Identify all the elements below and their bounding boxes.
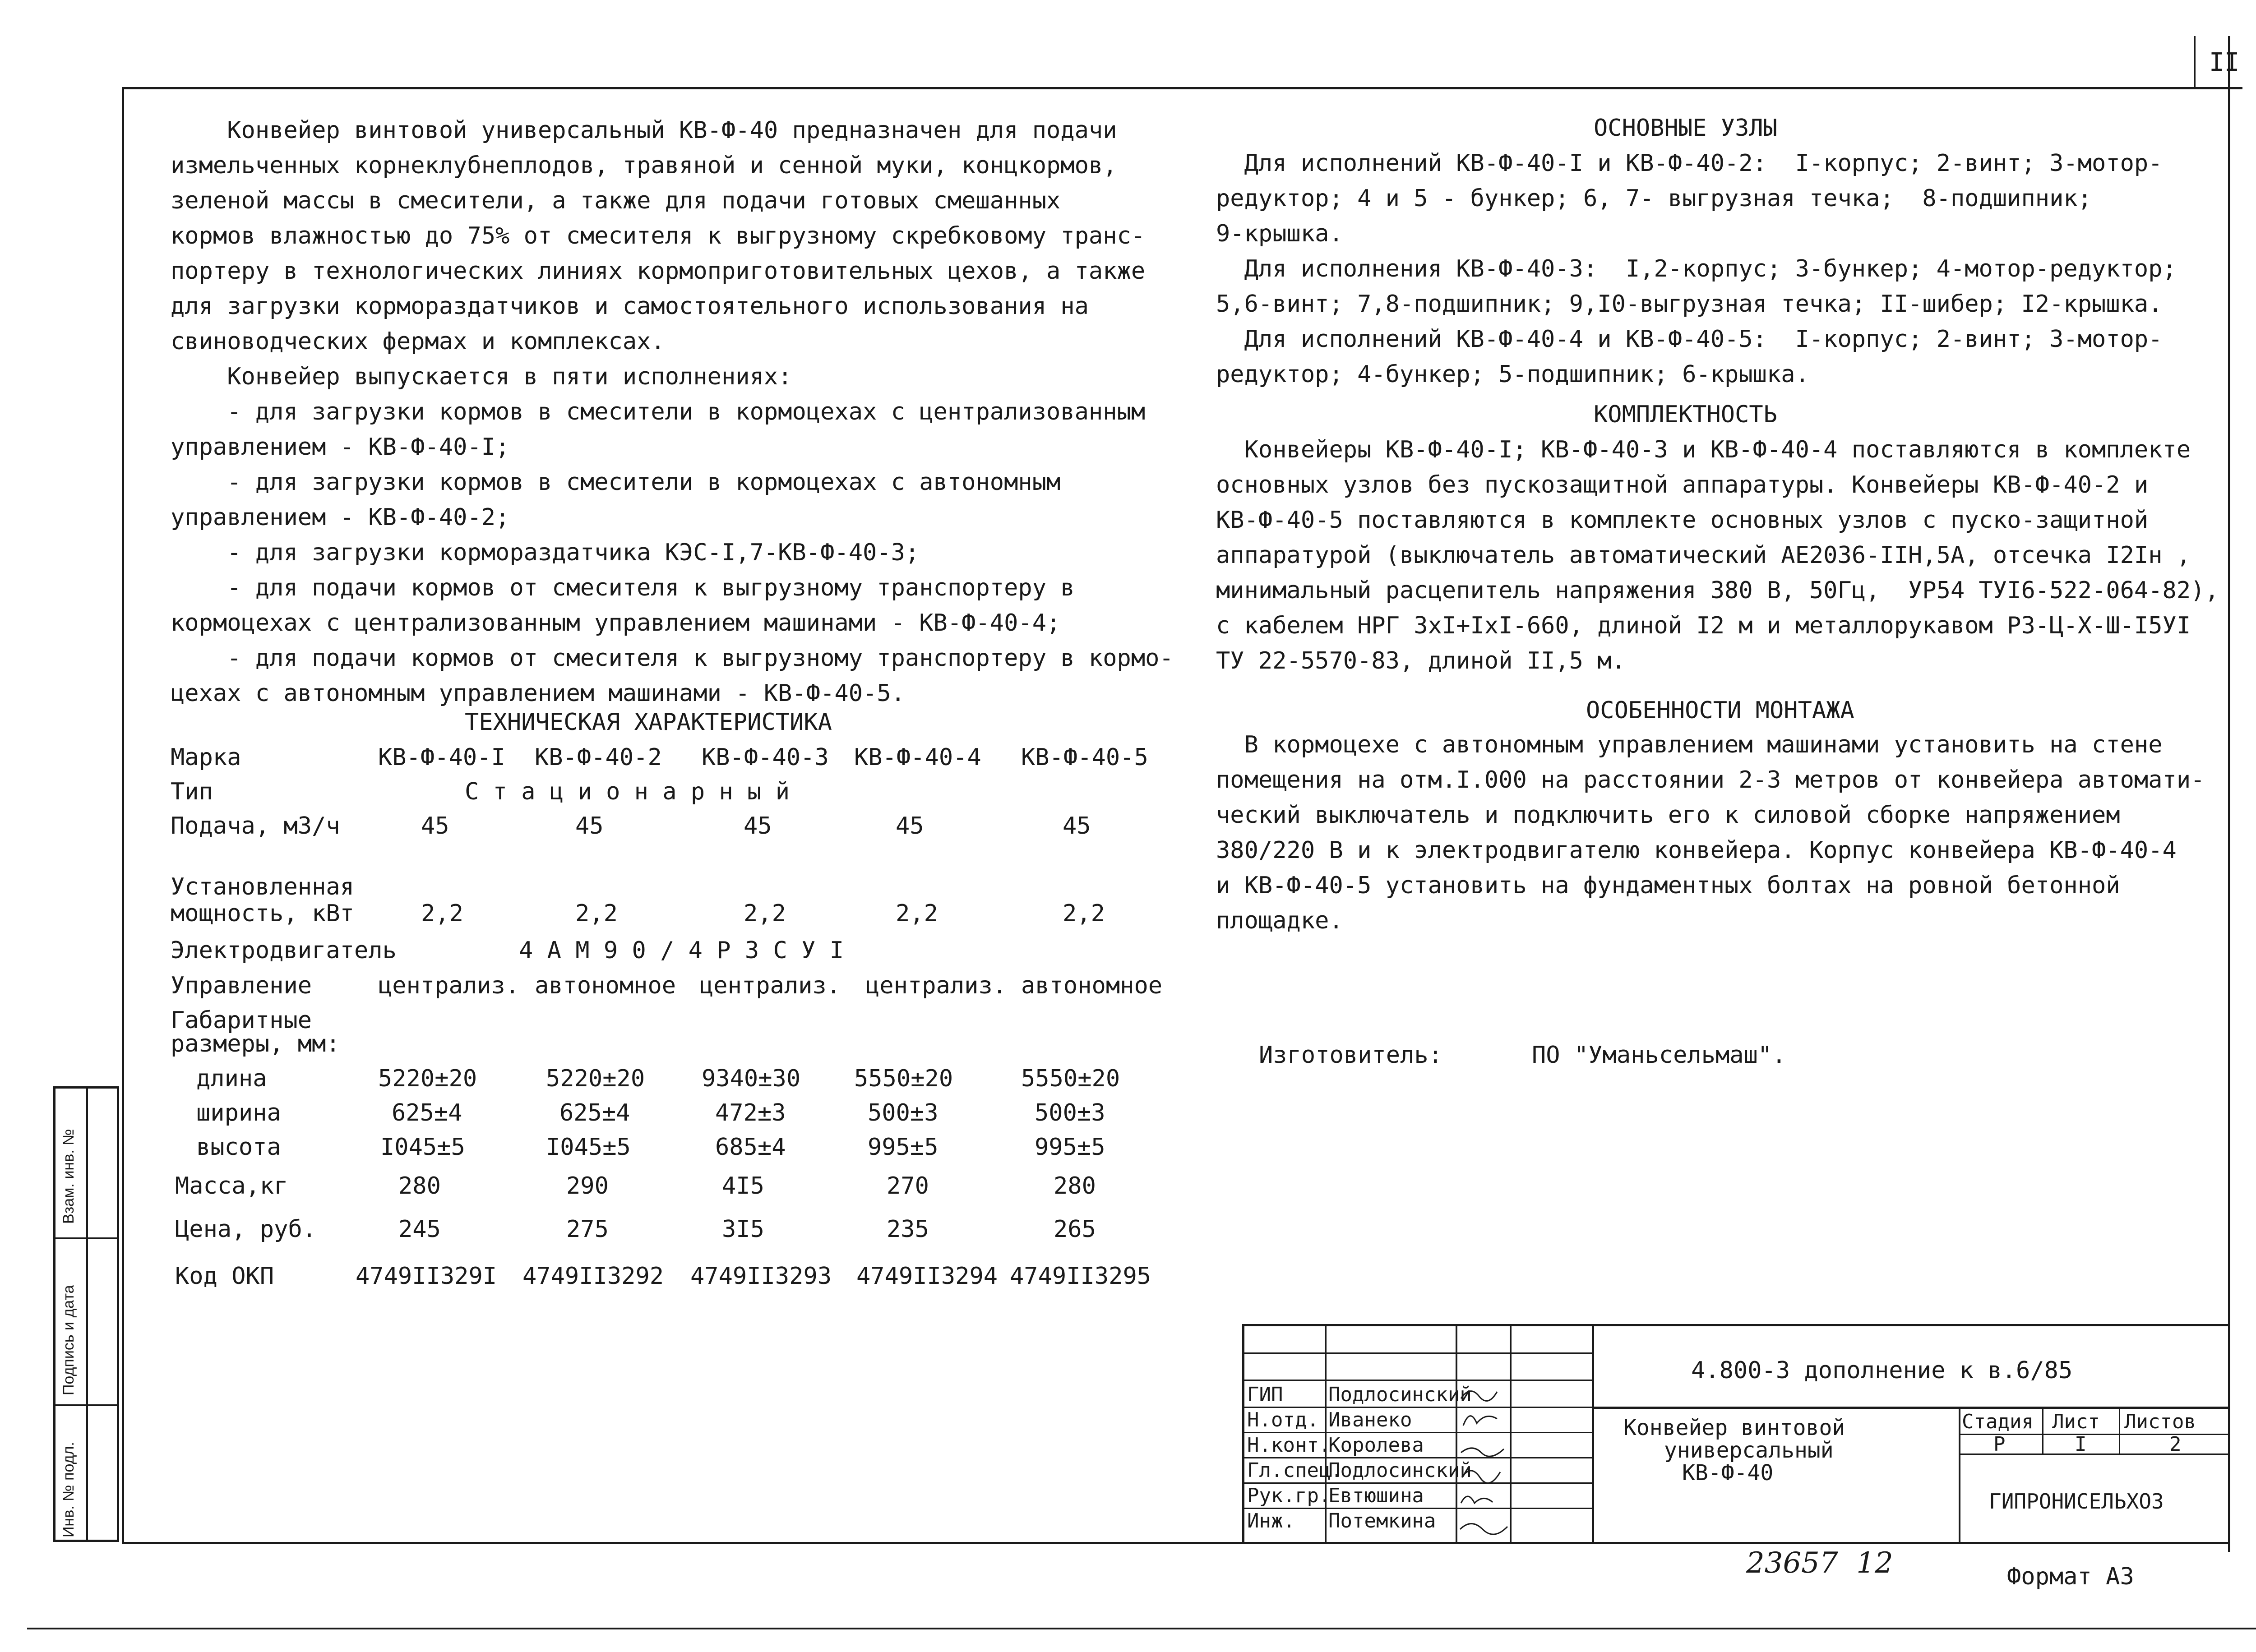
text-line: площадке. [1216, 907, 1343, 934]
mass-4: 270 [887, 1172, 929, 1200]
stage-value: Р [1993, 1433, 2006, 1456]
label-power-2: мощность, кВт [171, 900, 354, 927]
product-name-line: Конвейер винтовой [1623, 1415, 1845, 1440]
tb-vline-4 [1592, 1326, 1594, 1542]
text-line: 9-крышка. [1216, 220, 1343, 247]
height-3: 685±4 [715, 1134, 786, 1161]
label-marka: Марка [171, 744, 241, 771]
tb-vline-3 [1510, 1326, 1512, 1542]
label-motor: Электродвигатель [171, 937, 397, 964]
role-name: Королева [1328, 1434, 1424, 1457]
okp-5: 4749II3295 [1010, 1263, 1151, 1290]
label-height: высота [196, 1134, 281, 1161]
maker-label: Изготовитель: [1259, 1042, 1442, 1069]
nodes-section [1216, 146, 2177, 392]
tb-hline-main [1592, 1407, 2228, 1409]
mass-2: 290 [566, 1172, 609, 1200]
org-name: ГИПРОНИСЕЛЬХОЗ [1989, 1489, 2164, 1514]
height-5: 995±5 [1035, 1134, 1105, 1161]
text-line: портеру в технологических линиях кормоприготовительных цехов, а также [171, 258, 1146, 285]
signatures [1456, 1380, 1510, 1541]
text-line: редуктор; 4 и 5 - бункер; 6, 7- выгрузная течка; 8-подшипник; [1216, 185, 2092, 212]
tb-hline [1244, 1457, 1592, 1458]
width-3: 472±3 [715, 1099, 786, 1126]
signature-mark [1463, 1416, 1497, 1426]
height-2: I045±5 [546, 1134, 631, 1161]
text-line: зеленой массы в смесители, а также для подачи готовых смешанных [171, 187, 1061, 214]
text-line: Конвейер выпускается в пяти исполнениях: [171, 363, 792, 390]
sheets-label: Листов [2124, 1410, 2196, 1433]
signature-mark [1461, 1391, 1497, 1401]
format-label: Формат А3 [2007, 1563, 2134, 1590]
label-control: Управление [171, 972, 312, 999]
model-1: КВ-Ф-40-I [378, 744, 505, 771]
model-2: КВ-Ф-40-2 [535, 744, 662, 771]
height-4: 995±5 [868, 1134, 938, 1161]
length-1: 5220±20 [378, 1065, 477, 1092]
side-stamp [53, 1086, 119, 1542]
nodes-title: ОСНОВНЫЕ УЗЛЫ [1594, 115, 1777, 142]
page-top-rule [122, 87, 2242, 89]
text-line: 380/220 В и к электродвигателю конвейера. Корпус конвейера КВ-Ф-40-4 [1216, 837, 2177, 864]
width-4: 500±3 [868, 1099, 938, 1126]
tech-title: ТЕХНИЧЕСКАЯ ХАРАКТЕРИСТИКА [465, 709, 832, 736]
text-line: - для загрузки кормов в смесители в кормоцехах с автономным [171, 469, 1061, 496]
signature-mark [1460, 1524, 1507, 1535]
text-line: минимальный расцепитель напряжения 380 В, 50Гц, УР54 ТУI6-522-064-82), [1216, 577, 2219, 604]
mount-section [1216, 727, 2205, 938]
doc-code: 4.800-3 дополнение к в.6/85 [1691, 1357, 2073, 1384]
sheet-number-box-left [2194, 36, 2196, 87]
role-label: Гл.спец. [1247, 1459, 1343, 1482]
product-name-line: КВ-Ф-40 [1682, 1460, 1774, 1486]
text-line: - для подачи кормов от смесителя к выгрузному транспортеру в [171, 574, 1075, 601]
sheet-bottom-rule [27, 1628, 2256, 1629]
stage-label: Стадия [1962, 1410, 2034, 1433]
power-3: 2,2 [744, 900, 786, 927]
tb-hline [1244, 1432, 1592, 1433]
price-4: 235 [887, 1216, 929, 1243]
side-stamp-label-3: Инв. № подл. [60, 1442, 77, 1537]
text-line: аппаратурой (выключатель автоматический АЕ2036-IIН,5А, отсечка I2Iн , [1216, 542, 2191, 569]
side-stamp-row-1 [55, 1237, 119, 1239]
side-stamp-row-2 [55, 1404, 119, 1406]
maker-value: ПО "Уманьсельмаш". [1532, 1042, 1786, 1069]
text-line: ческий выключатель и подключить его к силовой сборке напряжением [1216, 802, 2120, 829]
text-line: Конвейер винтовой универсальный КВ-Ф-40 предназначен для подачи [171, 117, 1117, 144]
price-2: 275 [566, 1216, 609, 1243]
sheet-number: II [2209, 48, 2240, 77]
role-label: Инж. [1247, 1509, 1295, 1532]
role-name: Подлосинский [1328, 1459, 1472, 1482]
kit-title: КОМПЛЕКТНОСТЬ [1594, 401, 1777, 428]
signature-mark [1462, 1471, 1500, 1483]
text-line: В кормоцехе с автономным управлением машинами установить на стене [1216, 731, 2163, 758]
text-line: - для загрузки кормов в смесители в кормоцехах с централизованным [171, 398, 1146, 425]
text-line: кормоцехах с централизованным управлением машинами - КВ-Ф-40-4; [171, 609, 1061, 637]
role-label: Рук.гр. [1247, 1484, 1331, 1507]
sheet-value: I [2075, 1433, 2087, 1456]
label-podacha: Подача, м3/ч [171, 812, 340, 840]
role-name: Иванеко [1328, 1408, 1412, 1431]
mount-title: ОСОБЕННОСТИ МОНТАЖА [1586, 697, 1854, 724]
tb-hline [1244, 1482, 1592, 1484]
power-2: 2,2 [575, 900, 618, 927]
okp-1: 4749II329I [356, 1263, 497, 1290]
width-2: 625±4 [559, 1099, 630, 1126]
text-line: свиноводческих фермах и комплексах. [171, 328, 665, 355]
text-line: измельченных корнеклубнеплодов, травяной и сенной муки, концкормов, [171, 152, 1117, 179]
text-line: помещения на отм.I.000 на расстоянии 2-3 метров от конвейера автомати- [1216, 766, 2205, 794]
model-4: КВ-Ф-40-4 [854, 744, 981, 771]
text-line: для загрузки кормораздатчиков и самостоятельного использования на [171, 293, 1089, 320]
label-power-1: Установленная [171, 873, 354, 900]
mass-3: 4I5 [722, 1172, 764, 1200]
tb-vline-sheet [2042, 1407, 2043, 1454]
width-1: 625±4 [392, 1099, 462, 1126]
length-2: 5220±20 [546, 1065, 645, 1092]
text-line: управлением - КВ-Ф-40-2; [171, 504, 510, 531]
text-line: ТУ 22-5570-83, длиной II,5 м. [1216, 647, 1626, 674]
page-left-rule [122, 87, 124, 1544]
text-line: - для загрузки кормораздатчика КЭС-I,7-КВ-Ф-40-3; [171, 539, 920, 566]
control-3: централиз. [699, 972, 841, 999]
role-label: Н.конт. [1247, 1434, 1331, 1457]
tb-hline [1244, 1407, 1592, 1408]
text-line: кормов влажностью до 75% от смесителя к выгрузному скребковому транс- [171, 222, 1146, 249]
length-5: 5550±20 [1021, 1065, 1120, 1092]
tb-hline [1244, 1352, 1592, 1354]
power-4: 2,2 [896, 900, 938, 927]
product-name-line: универсальный [1664, 1438, 1834, 1463]
podacha-3: 45 [744, 812, 772, 840]
side-stamp-label-2: Подпись и дата [60, 1285, 77, 1395]
power-1: 2,2 [421, 900, 463, 927]
role-label: Н.отд. [1247, 1408, 1319, 1431]
handwritten-number: 23657 12 [1746, 1546, 1893, 1580]
text-line: Для исполнения КВ-Ф-40-3: I,2-корпус; 3-бункер; 4-мотор-редуктор; [1216, 255, 2177, 282]
okp-4: 4749II3294 [856, 1263, 998, 1290]
text-line: и КВ-Ф-40-5 установить на фундаментных болтах на ровной бетонной [1216, 872, 2120, 899]
model-3: КВ-Ф-40-3 [702, 744, 829, 771]
text-line: с кабелем НРГ 3хI+IхI-660, длиной I2 м и металлорукавом Р3-Ц-Х-Ш-I5УI [1216, 612, 2191, 639]
label-dims-2: размеры, мм: [171, 1030, 340, 1057]
mass-5: 280 [1054, 1172, 1096, 1200]
control-4: централиз. [865, 972, 1007, 999]
tb-hline [1244, 1380, 1592, 1381]
role-name: Подлосинский [1328, 1383, 1472, 1406]
signature-mark [1461, 1448, 1504, 1456]
sheets-value: 2 [2169, 1433, 2182, 1456]
model-5: КВ-Ф-40-5 [1021, 744, 1148, 771]
tb-vline-stage [1959, 1407, 1960, 1542]
text-line: КВ-Ф-40-5 поставляются в комплекте основных узлов с пуско-защитной [1216, 507, 2149, 534]
okp-3: 4749II3293 [690, 1263, 832, 1290]
title-block [1242, 1324, 2230, 1544]
role-name: Потемкина [1328, 1509, 1436, 1532]
height-1: I045±5 [380, 1134, 465, 1161]
label-okp: Код ОКП [175, 1263, 274, 1290]
podacha-2: 45 [575, 812, 604, 840]
tb-hline [1244, 1508, 1592, 1509]
role-name: Евтюшина [1328, 1484, 1424, 1507]
sheet-label: Лист [2052, 1410, 2100, 1433]
label-tip: Тип [171, 778, 213, 805]
length-3: 9340±30 [702, 1065, 801, 1092]
podacha-1: 45 [421, 812, 449, 840]
price-1: 245 [398, 1216, 441, 1243]
mass-1: 280 [398, 1172, 441, 1200]
podacha-5: 45 [1063, 812, 1091, 840]
power-5: 2,2 [1063, 900, 1105, 927]
text-line: цехах с автономным управлением машинами - КВ-Ф-40-5. [171, 680, 905, 707]
label-length: длина [196, 1065, 267, 1092]
role-label: ГИП [1247, 1383, 1283, 1406]
label-mass: Масса,кг [175, 1172, 288, 1200]
label-price: Цена, руб. [175, 1216, 317, 1243]
kit-section [1216, 432, 2219, 678]
control-1: централиз. [378, 972, 520, 999]
text-line: Конвейеры КВ-Ф-40-I; КВ-Ф-40-3 и КВ-Ф-40-4 поставляются в комплекте [1216, 436, 2191, 463]
motor-value: 4 А М 9 0 / 4 Р 3 С У I [519, 937, 844, 964]
okp-2: 4749II3292 [522, 1263, 664, 1290]
price-5: 265 [1054, 1216, 1096, 1243]
side-stamp-divider [86, 1089, 88, 1540]
text-line: управлением - КВ-Ф-40-I; [171, 434, 510, 461]
label-dims-1: Габаритные [171, 1007, 312, 1034]
label-width: ширина [196, 1099, 281, 1126]
length-4: 5550±20 [854, 1065, 953, 1092]
text-line: редуктор; 4-бункер; 5-подшипник; 6-крышка. [1216, 361, 1809, 388]
text-line: - для подачи кормов от смесителя к выгрузному транспортеру в кормо- [171, 645, 1174, 672]
text-line: Для исполнений КВ-Ф-40-I и КВ-Ф-40-2: I-корпус; 2-винт; 3-мотор- [1216, 150, 2163, 177]
text-line: Для исполнений КВ-Ф-40-4 и КВ-Ф-40-5: I-корпус; 2-винт; 3-мотор- [1216, 326, 2163, 353]
price-3: 3I5 [722, 1216, 764, 1243]
left-description [171, 113, 1174, 711]
tb-vline-sheets [2119, 1407, 2120, 1454]
signature-mark [1461, 1496, 1493, 1503]
control-5: автономное [1021, 972, 1163, 999]
tip-value: С т а ц и о н а р н ы й [465, 778, 790, 805]
side-stamp-label-1: Взам. инв. № [60, 1129, 77, 1224]
control-2: автономное [535, 972, 676, 999]
podacha-4: 45 [896, 812, 924, 840]
width-5: 500±3 [1035, 1099, 1105, 1126]
text-line: основных узлов без пускозащитной аппаратуры. Конвейеры КВ-Ф-40-2 и [1216, 471, 2149, 498]
text-line: 5,6-винт; 7,8-подшипник; 9,I0-выгрузная течка; II-шибер; I2-крышка. [1216, 291, 2163, 318]
